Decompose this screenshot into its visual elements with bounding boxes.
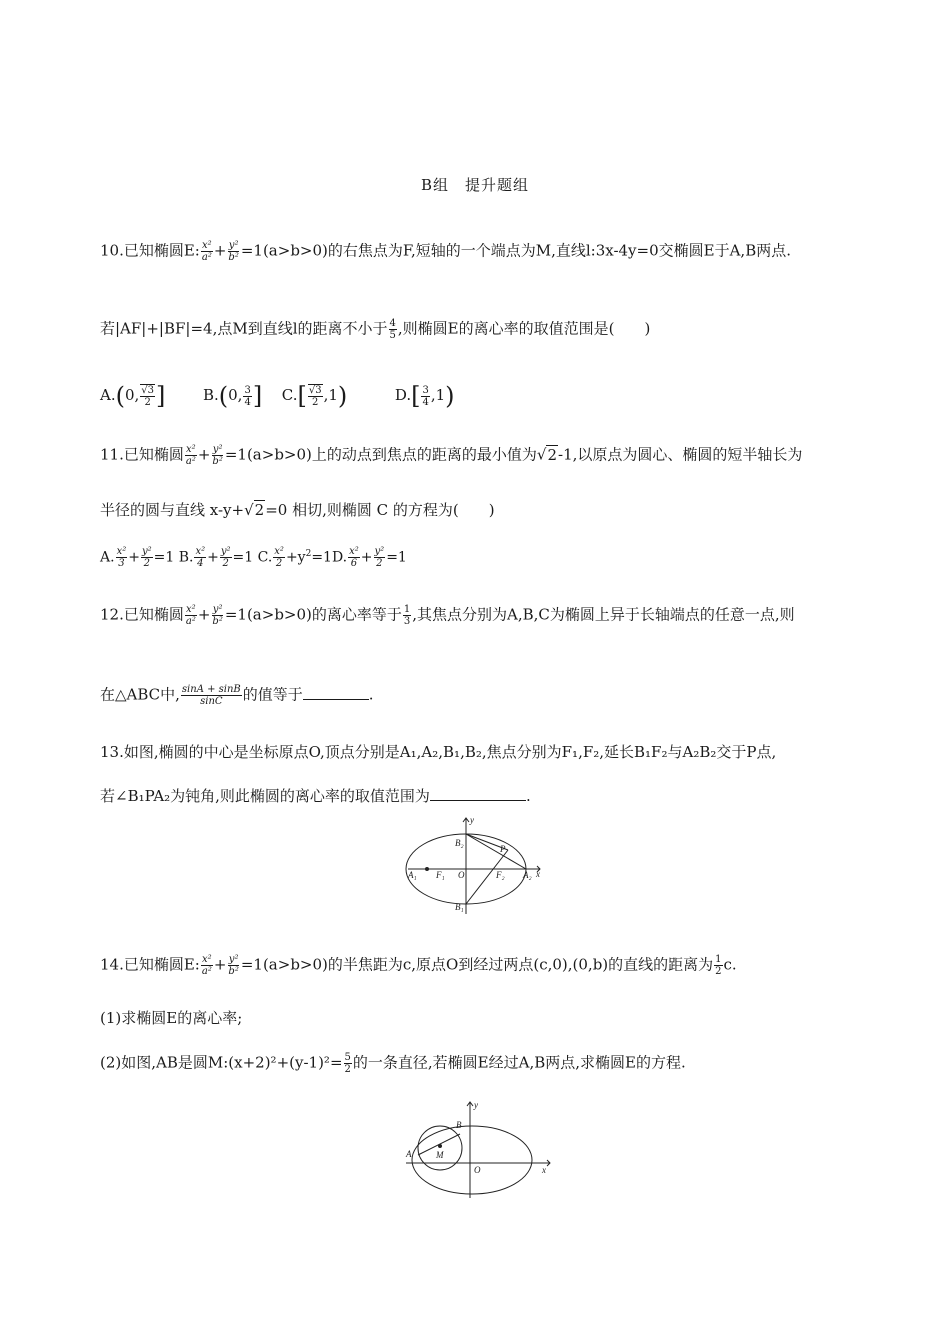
q14-label-x: x [542,1165,546,1175]
frac-y2-b2: $\frac{\text{y²}}{\text{b²}}$ [228,240,239,263]
q10-line2: 若|AF|+|BF|=4,点M到直线l的距离不小于 $\frac{4}{5}$ ,则椭圆E的离心率的取值范围是( ) [100,318,651,341]
q14-figure [400,1098,560,1202]
q10-options [100,384,455,408]
q13-label-a2: A₂ [523,870,532,880]
q13-answer-blank[interactable] [430,800,526,801]
q11-line1: 11.已知椭圆 $\frac{\text{x²}}{\text{a²}}$ + $\frac{\text{y²}}{\text{b²}}$ =1(a>b>0)上的动点到焦点的距离的最小值为√2-1,以原点为圆心、椭圆的短半轴长为 [100,444,803,467]
q14-part1: (1)求椭圆E的离心率; [100,1009,243,1027]
q10-option-a: A.(0, $\frac{√3}{2}$ ] [100,382,166,410]
frac-x2-a2: $\frac{\text{x²}}{\text{a²}}$ [201,240,212,263]
q10-option-c: C.[ $\frac{√3}{2}$ ,1) [281,382,348,410]
q13-label-p: P [500,844,506,854]
q14-label-a: A [406,1149,412,1159]
q14-label-m: M [436,1150,444,1160]
q13-label-b1: B₁ [455,902,464,912]
q10-option-b: B.(0, $\frac{3}{4}$ ] [202,382,263,410]
q12-line2: 在△ABC中, $\frac{\sin A + \sin B}{\sin C}$ 的值等于 . [100,684,374,707]
q11-options: A. $\frac{\text{x²}}{3}$ + $\frac{\text{y²}}{2}$ =1 B. $\frac{\text{x²}}{4}$ + $\frac{\text{y²}}{2}$ =1 C. $\frac{\text{x²}}{2}$ $+y^2=1D$. $\frac{\text{x²}}{6}$ + $\frac{\text{y²}}{2}$ =1 [100,546,407,570]
q13-line-a2b2 [466,834,526,869]
q13-label-o: O [458,870,465,880]
q13-label-y: y [470,815,474,825]
q13-line1: 13.如图,椭圆的中心是坐标原点O,顶点分别是A₁,A₂,B₁,B₂,焦点分别为F₁,F₂,延长B₁F₂与A₂B₂交于P点, [100,743,777,761]
q13-label-f2: F₂ [496,870,505,880]
q13-line2: 若∠B₁PA₂为钝角,则此椭圆的离心率的取值范围为 . [100,787,531,805]
q14-point-m [438,1144,442,1148]
q10-option-d: D.[ $\frac{3}{4}$ ,1) [394,382,455,410]
q14-label-o: O [474,1165,481,1175]
q14-line1: 14.已知椭圆E: $\frac{\text{x²}}{\text{a²}}$ + $\frac{\text{y²}}{\text{b²}}$ =1(a>b>0)的半焦距为c,原点O到经过两点(c,0),(0,b)的直线的距离为 $\frac{1}{2}$ c. [100,954,737,977]
frac-4-5: $\frac{4}{5}$ [389,318,396,341]
q14-label-b: B [456,1120,462,1130]
q10-line1: 10.已知椭圆E: $\frac{\text{x²}}{\text{a²}}$ + $\frac{\text{y²}}{\text{b²}}$ =1(a>b>0)的右焦点为F,短轴的一个端点为M,直线l:3x-4y=0交椭圆E于A,B两点. [100,240,791,263]
q14-part2: (2)如图,AB是圆M:(x+2)²+(y-1)²= $\frac{5}{2}$ 的一条直径,若椭圆E经过A,B两点,求椭圆E的方程. [100,1052,686,1075]
q13-label-f1: F₁ [436,870,445,880]
q13-label-b2: B₂ [455,838,464,848]
q12-line1: 12.已知椭圆 $\frac{\text{x²}}{\text{a²}}$ + $\frac{\text{y²}}{\text{b²}}$ =1(a>b>0)的离心率等于 $\frac{1}{3}$ ,其焦点分别为A,B,C为椭圆上异于长轴端点的任意一点,则 [100,604,795,627]
q13-label-a1: A₁ [408,870,417,880]
q12-answer-blank[interactable] [303,699,369,700]
q14-ellipse [412,1126,532,1194]
q11-line2: 半径的圆与直线 x-y+√2=0 相切,则椭圆 C 的方程为( ) [100,501,495,519]
q13-label-x: x [536,869,540,879]
q13-point-f1 [425,867,429,871]
q14-label-y: y [474,1100,478,1110]
q13-figure [400,814,550,914]
section-title: B组 提升题组 [420,176,530,194]
